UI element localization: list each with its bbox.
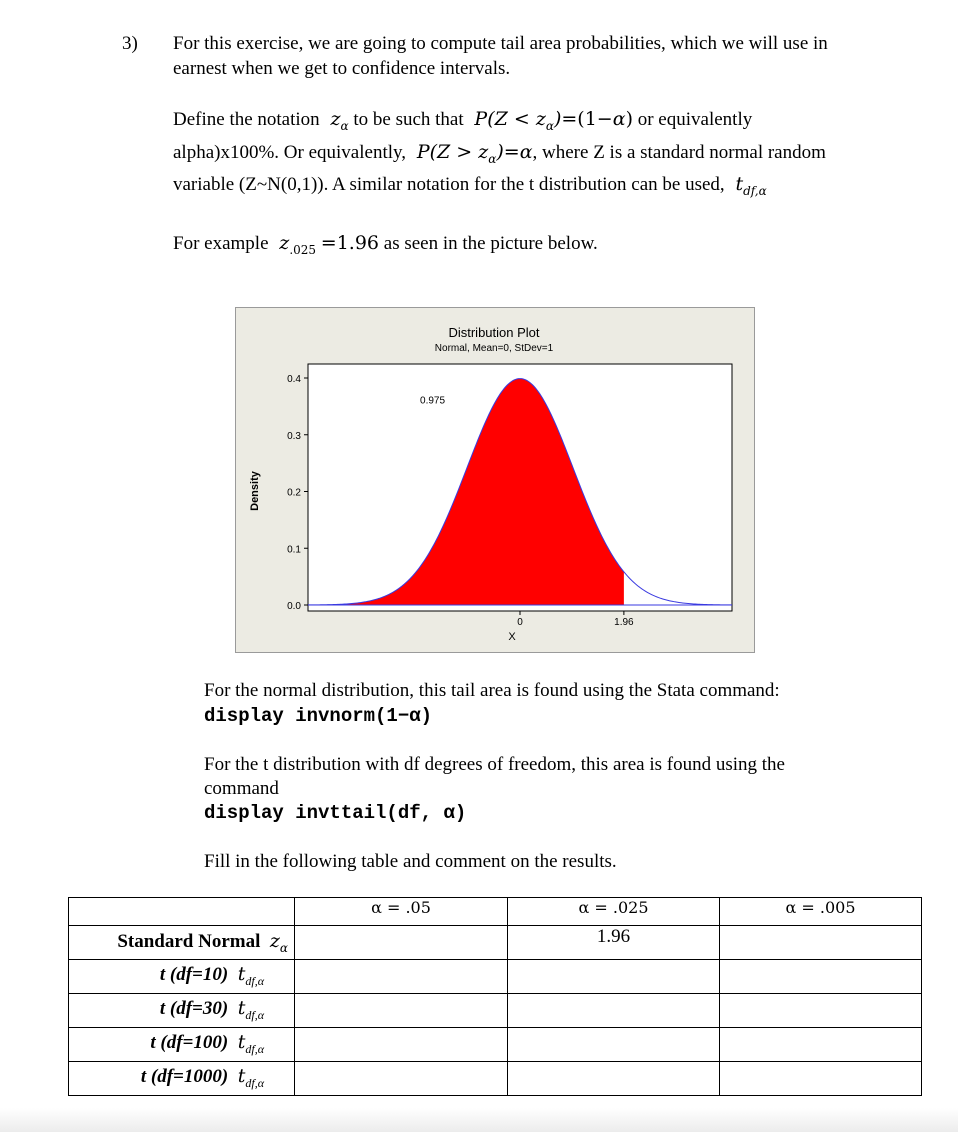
equals-alpha: =α xyxy=(503,141,533,163)
table-cell[interactable]: 1.96 xyxy=(508,926,720,960)
table-cell[interactable] xyxy=(295,960,508,994)
definition-line-1 xyxy=(173,106,752,134)
row-label-t-df30: t (df=30) $t_{df,\alpha}$ xyxy=(69,994,295,1028)
t-command: display invttail(df, α) xyxy=(204,802,467,824)
definition-line-3 xyxy=(173,171,767,199)
normal-command-text: For the normal distribution, this tail area is found using the Stata command: xyxy=(204,680,780,701)
y-tick-label: 0.4 xyxy=(287,374,301,385)
row-label-text: t (df=30) xyxy=(159,998,229,1019)
page-bottom-shade xyxy=(0,1108,958,1132)
table-cell[interactable] xyxy=(720,960,922,994)
table-row xyxy=(69,1062,922,1096)
question-number: 3) xyxy=(122,33,138,54)
intro-line-1: For this exercise, we are going to compute tail area probabilities, which we will use in xyxy=(173,33,828,54)
table-row xyxy=(69,994,922,1028)
t-command-text-2: command xyxy=(204,778,279,799)
header-corner xyxy=(69,898,295,926)
z-alpha-symbol: $z_\alpha$ xyxy=(324,108,349,133)
chart-subtitle: Normal, Mean=0, StDev=1 xyxy=(434,343,554,354)
table-header-row xyxy=(69,898,922,926)
fill-instructions: Fill in the following table and comment on the results. xyxy=(204,851,617,872)
table-cell[interactable] xyxy=(720,926,922,960)
row-label-text: t (df=100) xyxy=(150,1032,229,1053)
t-df-alpha-symbol: t xyxy=(237,1065,246,1087)
y-tick-label: 0.1 xyxy=(287,544,301,556)
one-minus-alpha: =(1−α) xyxy=(561,108,633,130)
row-label-t-df10: t (df=10) $t_{df,\alpha}$ xyxy=(69,960,295,994)
row-label-text: t (df=1000) xyxy=(140,1066,229,1087)
prob-less-formula: $P(Z < z_\alpha)$ xyxy=(468,108,562,133)
z-025-symbol: $z_{.025}$ xyxy=(273,232,317,257)
intro-line-2: earnest when we get to confidence intervals. xyxy=(173,58,511,79)
table-row xyxy=(69,926,922,960)
header-alpha-05: α = .05 xyxy=(295,898,508,926)
table-cell[interactable] xyxy=(508,994,720,1028)
x-tick-label: 1.96 xyxy=(614,617,634,628)
area-label: 0.975 xyxy=(420,395,446,407)
header-alpha-005: α = .005 xyxy=(720,898,922,926)
z-alpha-symbol: $z_\alpha$ xyxy=(269,930,288,955)
normal-command: display invnorm(1−α) xyxy=(204,705,433,727)
table-cell[interactable] xyxy=(508,1028,720,1062)
def-text-a: Define the notation xyxy=(173,109,320,130)
table-cell[interactable] xyxy=(295,994,508,1028)
table-cell[interactable] xyxy=(295,926,508,960)
table-row xyxy=(69,960,922,994)
def-text-c: or equivalently xyxy=(637,109,753,130)
def-text-e: , where Z is a standard normal random xyxy=(532,142,826,163)
table-cell[interactable] xyxy=(720,1028,922,1062)
table-row xyxy=(69,1028,922,1062)
row-label-t-df1000: t (df=1000) $t_{df,\alpha}$ xyxy=(69,1062,295,1096)
table-cell[interactable] xyxy=(295,1028,508,1062)
t-df-alpha-symbol: t xyxy=(237,1031,246,1053)
x-tick-label: 0 xyxy=(517,617,523,628)
t-df-alpha-symbol: $t_{df,\alpha}$ xyxy=(729,173,767,198)
table-cell[interactable] xyxy=(508,960,720,994)
y-tick-label: 0.3 xyxy=(287,430,301,442)
x-axis-label: X xyxy=(508,631,516,643)
chart-title: Distribution Plot xyxy=(448,325,540,340)
example-text-b: as seen in the picture below. xyxy=(383,233,598,254)
example-value: =1.96 xyxy=(320,232,380,254)
t-command-text-1: For the t distribution with df degrees of freedom, this area is found using the xyxy=(204,754,785,775)
table-cell[interactable] xyxy=(295,1062,508,1096)
distribution-plot xyxy=(235,307,755,653)
def-text-b: to be such that xyxy=(353,109,464,130)
def-text-d: alpha)x100%. Or equivalently, xyxy=(173,142,407,163)
definition-line-2 xyxy=(173,139,826,167)
y-tick-label: 0.0 xyxy=(287,601,301,612)
prob-greater-formula: $P(Z > z_\alpha)$ xyxy=(410,141,504,166)
table-cell[interactable] xyxy=(720,1062,922,1096)
def-text-f: variable (Z~N(0,1)). A similar notation for the t distribution can be used, xyxy=(173,174,725,195)
row-label-t-df100: t (df=100) $t_{df,\alpha}$ xyxy=(69,1028,295,1062)
header-alpha-025: α = .025 xyxy=(508,898,720,926)
t-df-alpha-symbol: t xyxy=(237,997,246,1019)
row-label-text: Standard Normal xyxy=(117,931,261,952)
y-tick-label: 0.2 xyxy=(287,487,301,499)
table-cell[interactable] xyxy=(720,994,922,1028)
t-df-alpha-symbol: t xyxy=(237,963,246,985)
row-label-standard-normal xyxy=(69,926,295,960)
chart-svg xyxy=(236,308,756,654)
results-table xyxy=(68,897,922,1096)
example-line xyxy=(173,230,598,258)
row-label-text: t (df=10) xyxy=(159,964,229,985)
example-text-a: For example xyxy=(173,233,269,254)
y-axis-label: Density xyxy=(249,471,261,511)
table-cell[interactable] xyxy=(508,1062,720,1096)
